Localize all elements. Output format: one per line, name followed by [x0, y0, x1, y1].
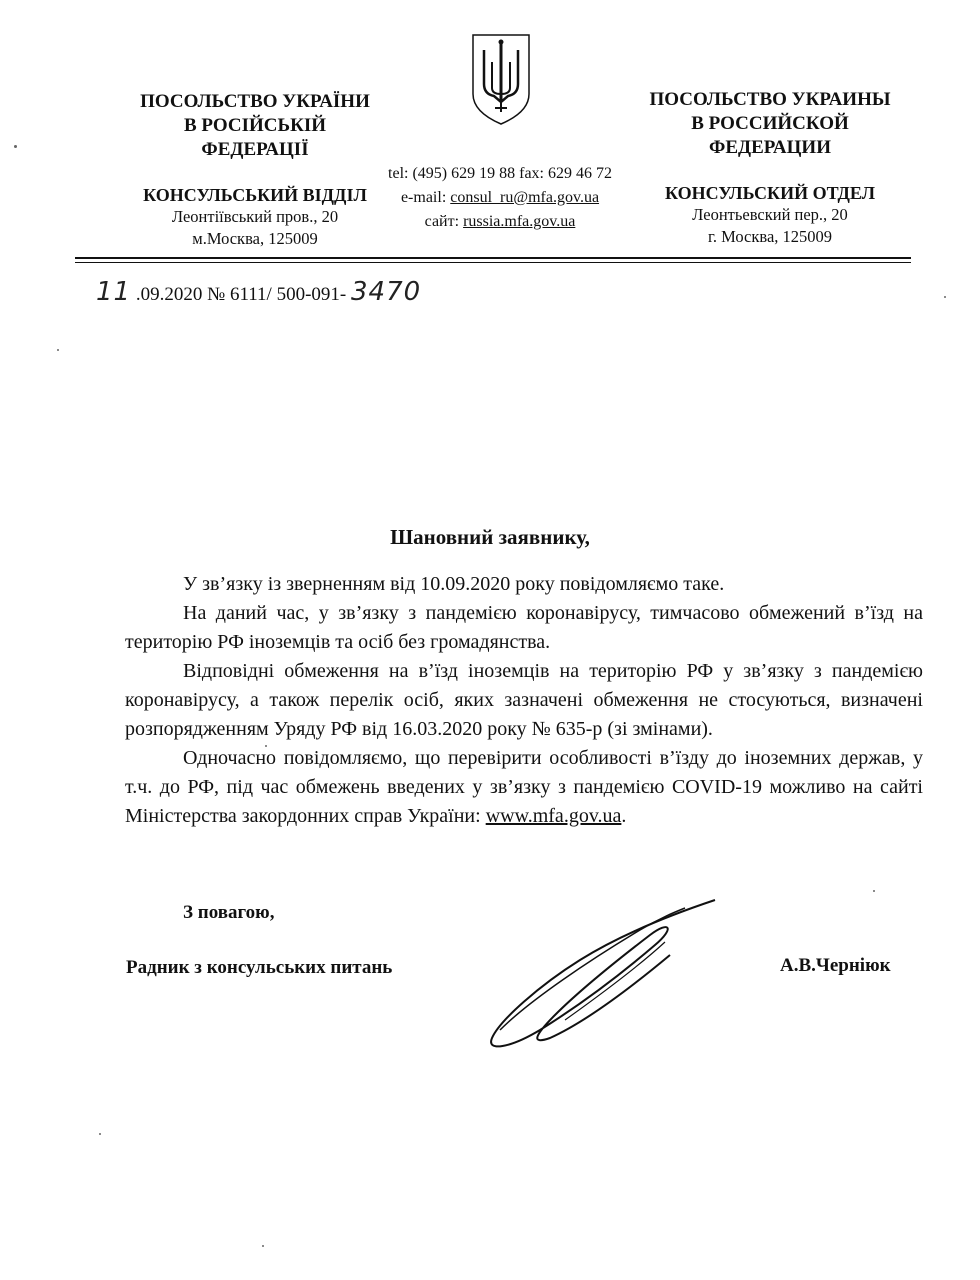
site-line [360, 210, 640, 234]
scan-speck [99, 1133, 101, 1135]
org-name-line1: ПОСОЛЬСТВО УКРАЇНИ [140, 91, 370, 112]
body-paragraph-4-end: . [621, 805, 627, 827]
handwritten-day: 11 [96, 277, 132, 307]
email-line [360, 186, 640, 210]
address-line2: м.Москва, 125009 [192, 229, 318, 248]
signer-position: Радник з консульських питань [126, 957, 393, 978]
body-paragraph-2: На даний час, у зв’язку з пандемією коронавірусу, тимчасово обмежений в’їзд на територію РФ іноземців та осіб без громадянства. [125, 602, 923, 653]
salutation: Шановний заявнику, [390, 525, 590, 549]
letterhead-russian [620, 88, 920, 248]
reference-number [96, 276, 421, 311]
org-name-line3: ФЕДЕРАЦІЇ [201, 139, 309, 160]
scan-speck [873, 890, 875, 892]
email-link[interactable]: consul_ru@mfa.gov.ua [450, 189, 600, 206]
body-paragraph-3: Відповідні обмеження на в’їзд іноземців на територію РФ у зв’язку з пандемією коронавірусу, а також перелік осіб, яких зазначені обмеження не стосуються, визначені розпорядженням Уряду РФ від 16.03.2020 року № 635-р (зі змінами). [125, 660, 923, 740]
phone-fax-line: tel: (495) 629 19 88 fax: 629 46 72 [388, 165, 612, 182]
org-name-ru-line1: ПОСОЛЬСТВО УКРАИНЫ [649, 89, 891, 110]
scan-speck [14, 145, 17, 148]
mfa-website-link[interactable]: www.mfa.gov.ua [485, 805, 622, 827]
scan-speck [265, 745, 267, 747]
header-divider-bottom [75, 262, 911, 263]
site-label: сайт: [424, 213, 464, 230]
reference-printed: .09.2020 № 6111/ 500-091- [131, 284, 351, 305]
letter-body [125, 570, 923, 831]
address-line1: Леонтіївський пров., 20 [171, 207, 339, 226]
address-ru-line1: Леонтьевский пер., 20 [692, 205, 848, 224]
site-link[interactable]: russia.mfa.gov.ua [463, 213, 576, 230]
org-name-ru-line2: В РОССИЙСКОЙ [691, 113, 849, 134]
header-divider-top [75, 257, 911, 259]
scan-speck [944, 296, 946, 298]
email-label: e-mail: [400, 189, 451, 206]
handwritten-signature [470, 880, 730, 1060]
department-name: КОНСУЛЬСЬКИЙ ВІДДІЛ [143, 185, 367, 205]
body-paragraph-1: У зв’язку із зверненням від 10.09.2020 року повідомляємо таке. [183, 573, 725, 595]
handwritten-reg-number: 3470 [351, 277, 422, 307]
org-name-ru-line3: ФЕДЕРАЦИИ [709, 137, 831, 158]
department-name-ru: КОНСУЛЬСКИЙ ОТДЕЛ [664, 183, 876, 203]
trident-coat-of-arms-icon [470, 32, 532, 126]
address-ru-line2: г. Москва, 125009 [707, 227, 833, 246]
scan-speck [57, 349, 59, 351]
scan-speck [262, 1245, 264, 1247]
closing-phrase: З повагою, [183, 902, 275, 923]
signer-name: А.В.Чернiюк [780, 955, 891, 976]
org-name-line2: В РОСІЙСЬКІЙ [183, 115, 327, 136]
contact-block [360, 162, 640, 234]
body-paragraph-4 [125, 744, 923, 831]
body-paragraph-4-text: Одночасно повідомляємо, що перевірити особливості в’їзду до іноземних держав, у т.ч. до РФ, під час обмежень введених у зв’язку з пандемією COVID-19 можливо на сайті Міністерства закордонних справ України: [125, 747, 923, 827]
